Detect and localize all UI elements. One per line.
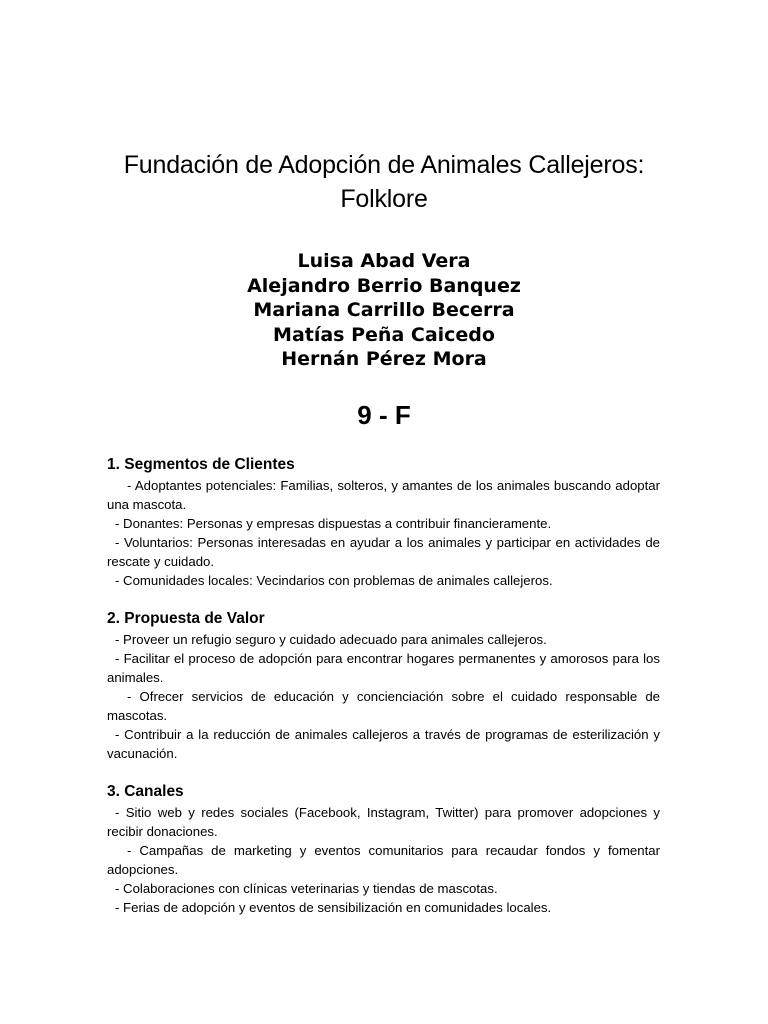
section-item: - Ferias de adopción y eventos de sensibilización en comunidades locales. bbox=[115, 900, 552, 915]
section-canales bbox=[107, 781, 664, 917]
section-segmentos-clientes bbox=[107, 454, 664, 590]
section-propuesta-valor bbox=[107, 608, 664, 763]
section-item: - Campañas de marketing y eventos comunitarios para recaudar fondos y fomentar adopciones. bbox=[107, 843, 664, 877]
document-body bbox=[107, 454, 664, 935]
section-item: - Colaboraciones con clínicas veterinarias y tiendas de mascotas. bbox=[115, 881, 498, 896]
title-line-2: Folklore bbox=[340, 185, 428, 213]
author-name: Matías Peña Caicedo bbox=[273, 323, 495, 346]
section-item: - Sitio web y redes sociales (Facebook, Instagram, Twitter) para promover adopciones y recibir donaciones. bbox=[107, 805, 664, 839]
grade-label: 9 - F bbox=[357, 400, 411, 430]
title-line-1: Fundación de Adopción de Animales Callejeros: bbox=[123, 151, 645, 179]
author-name: Hernán Pérez Mora bbox=[281, 348, 487, 370]
author-list bbox=[60, 249, 708, 372]
author-name: Luisa Abad Vera bbox=[297, 250, 471, 272]
section-item: - Contribuir a la reducción de animales callejeros a través de programas de esterilización y vacunación. bbox=[107, 727, 664, 761]
section-heading: 2. Propuesta de Valor bbox=[107, 610, 265, 627]
section-heading: 1. Segmentos de Clientes bbox=[107, 456, 295, 473]
document-title bbox=[60, 148, 708, 216]
section-item: - Voluntarios: Personas interesadas en ayudar a los animales y participar en actividades de rescate y cuidado. bbox=[107, 535, 664, 569]
author-name: Mariana Carrillo Becerra bbox=[253, 299, 515, 321]
section-item: - Adoptantes potenciales: Familias, solteros, y amantes de los animales buscando adoptar una mascota. bbox=[107, 478, 664, 512]
section-item: - Ofrecer servicios de educación y concienciación sobre el cuidado responsable de mascotas. bbox=[107, 689, 664, 723]
section-item: - Proveer un refugio seguro y cuidado adecuado para animales callejeros. bbox=[115, 632, 547, 647]
section-item: - Facilitar el proceso de adopción para encontrar hogares permanentes y amorosos para los animales. bbox=[107, 651, 664, 685]
section-heading: 3. Canales bbox=[107, 783, 184, 800]
section-item: - Comunidades locales: Vecindarios con problemas de animales callejeros. bbox=[115, 573, 553, 588]
author-name: Alejandro Berrio Banquez bbox=[247, 274, 521, 297]
section-item: - Donantes: Personas y empresas dispuestas a contribuir financieramente. bbox=[115, 516, 552, 531]
